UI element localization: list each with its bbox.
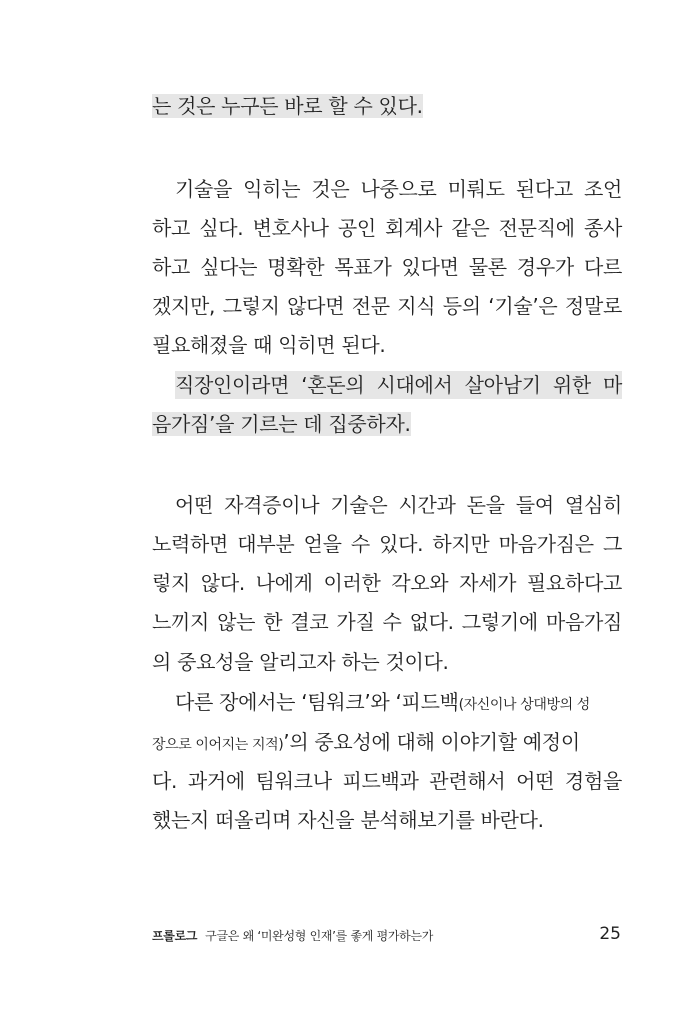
paragraph2-line1: 직장인이라면 ‘혼돈의 시대에서 살아남기 위한 마 (175, 373, 622, 397)
running-footer (152, 927, 433, 944)
paragraph3-line5: 의 중요성을 알리고자 하는 것이다. (152, 650, 449, 674)
top-text-line (152, 92, 423, 120)
paragraph3-line2: 노력하면 대부분 얻을 수 있다. 하지만 마음가짐은 그 (152, 532, 622, 556)
paragraph4-line2 (152, 728, 580, 759)
paragraph4-line1 (175, 688, 590, 719)
paragraph1-line1: 기술을 익히는 것은 나중으로 미뤄도 된다고 조언 (175, 177, 622, 201)
paragraph2-line2-container (152, 410, 411, 438)
paragraph4-line2-note: 장으로 이어지는 지적) (152, 737, 284, 753)
highlighted-text: 는 것은 누구든 바로 할 수 있다. (152, 94, 423, 118)
footer-chapter: 프롤로그 (152, 929, 198, 943)
paragraph1-line4: 겠지만, 그렇지 않다면 전문 지식 등의 ‘기술’은 정말로 (152, 294, 622, 318)
paragraph4-line3: 다. 과거에 팀워크나 피드백과 관련해서 어떤 경험을 (152, 769, 622, 793)
paragraph2-line2: 음가짐’을 기르는 데 집중하자. (152, 412, 411, 436)
paragraph4-line4: 했는지 떠올리며 자신을 분석해보기를 바란다. (152, 808, 544, 832)
paragraph4-line1-main: 다른 장에서는 ‘팀워크’와 ‘피드백 (175, 690, 459, 714)
paragraph3-line1: 어떤 자격증이나 기술은 시간과 돈을 들여 열심히 (175, 493, 622, 517)
paragraph1-line5: 필요해졌을 때 익히면 된다. (152, 333, 386, 357)
paragraph3-line3: 렇지 않다. 나에게 이러한 각오와 자세가 필요하다고 (152, 571, 622, 595)
paragraph3-line4: 느끼지 않는 한 결코 가질 수 없다. 그렇기에 마음가짐 (152, 610, 622, 634)
page-number: 25 (599, 924, 621, 944)
paragraph1-line3: 하고 싶다는 명확한 목표가 있다면 물론 경우가 다르 (152, 255, 622, 279)
paragraph1-line2: 하고 싶다. 변호사나 공인 회계사 같은 전문직에 종사 (152, 216, 622, 240)
footer-book-title: 구글은 왜 ‘미완성형 인재’를 좋게 평가하는가 (205, 929, 434, 943)
paragraph4-line2-main: ’의 중요성에 대해 이야기할 예정이 (283, 730, 580, 754)
paragraph4-line1-note: (자신이나 상대방의 성 (458, 697, 590, 713)
